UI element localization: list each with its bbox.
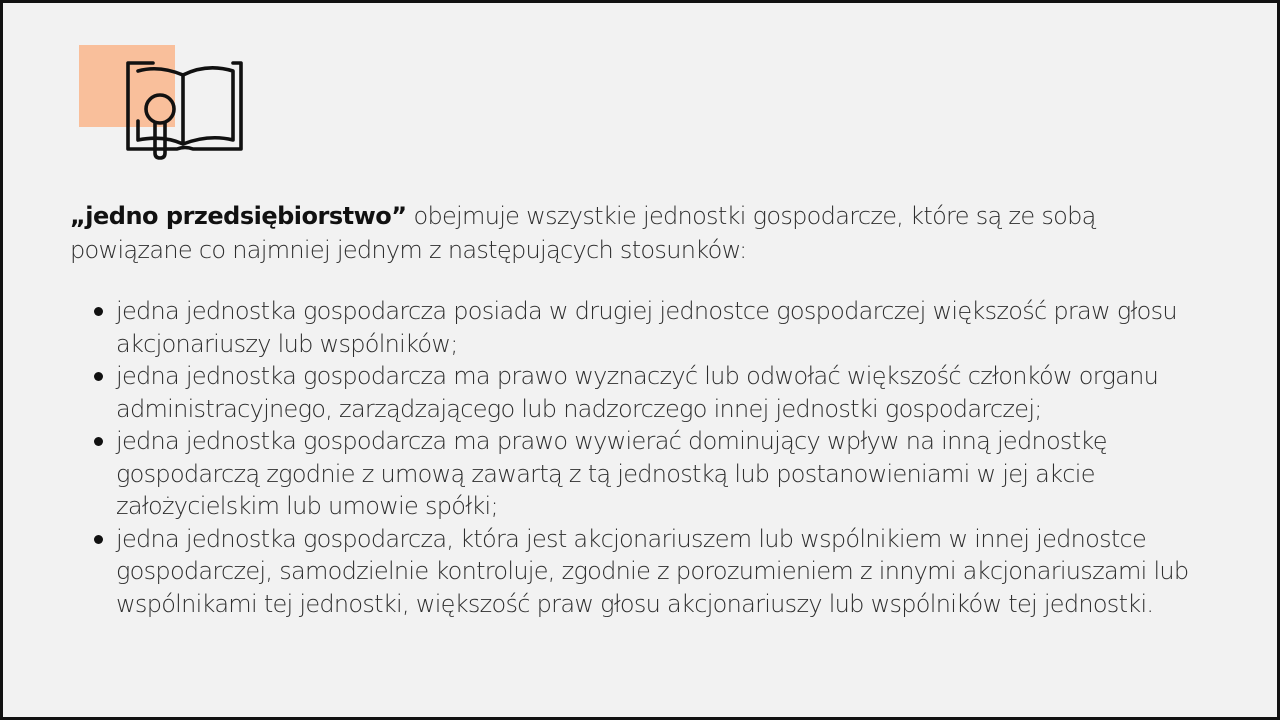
bullet-dot — [94, 372, 103, 381]
bullet-dot — [94, 307, 103, 316]
defined-term: „jedno przedsiębiorstwo” — [70, 202, 407, 230]
list-item-text: jedna jednostka gospodarcza ma prawo wywierać dominujący wpływ na inną jednostkę gospodarczą zgodnie z umową zawartą z tą jednostką lub postanowieniami w jej akcie założycielskim lub umowie spółki; — [116, 427, 1107, 520]
list-item — [116, 523, 1236, 621]
list-item — [116, 295, 1236, 360]
list-item — [116, 425, 1236, 523]
list-item — [116, 360, 1236, 425]
list-item-text: jedna jednostka gospodarcza posiada w drugiej jednostce gospodarczej większość praw głosu akcjonariuszy lub wspólników; — [116, 297, 1177, 358]
bullet-dot — [94, 535, 103, 544]
bullet-dot — [94, 437, 103, 446]
bullet-list — [116, 295, 1236, 620]
definition-text: obejmuje wszystkie jednostki gospodarcze, które są ze sobą powiązane co najmniej jednym z następujących stosunków: — [70, 202, 1096, 264]
list-item-text: jedna jednostka gospodarcza, która jest akcjonariuszem lub wspólnikiem w innej jednostce gospodarczej, samodzielnie kontroluje, zgodnie z porozumieniem z innymi akcjonariuszami lub wspólnikami tej jednostki, większość praw głosu akcjonariuszy lub wspólników tej jednostki. — [116, 524, 1189, 618]
list-item-text: jedna jednostka gospodarcza ma prawo wyznaczyć lub odwołać większość członków organu administracyjnego, zarządzającego lub nadzorczego innej jednostki gospodarczej; — [116, 362, 1159, 423]
book-with-magnifier-icon — [123, 59, 247, 161]
definition-paragraph — [70, 199, 1220, 267]
